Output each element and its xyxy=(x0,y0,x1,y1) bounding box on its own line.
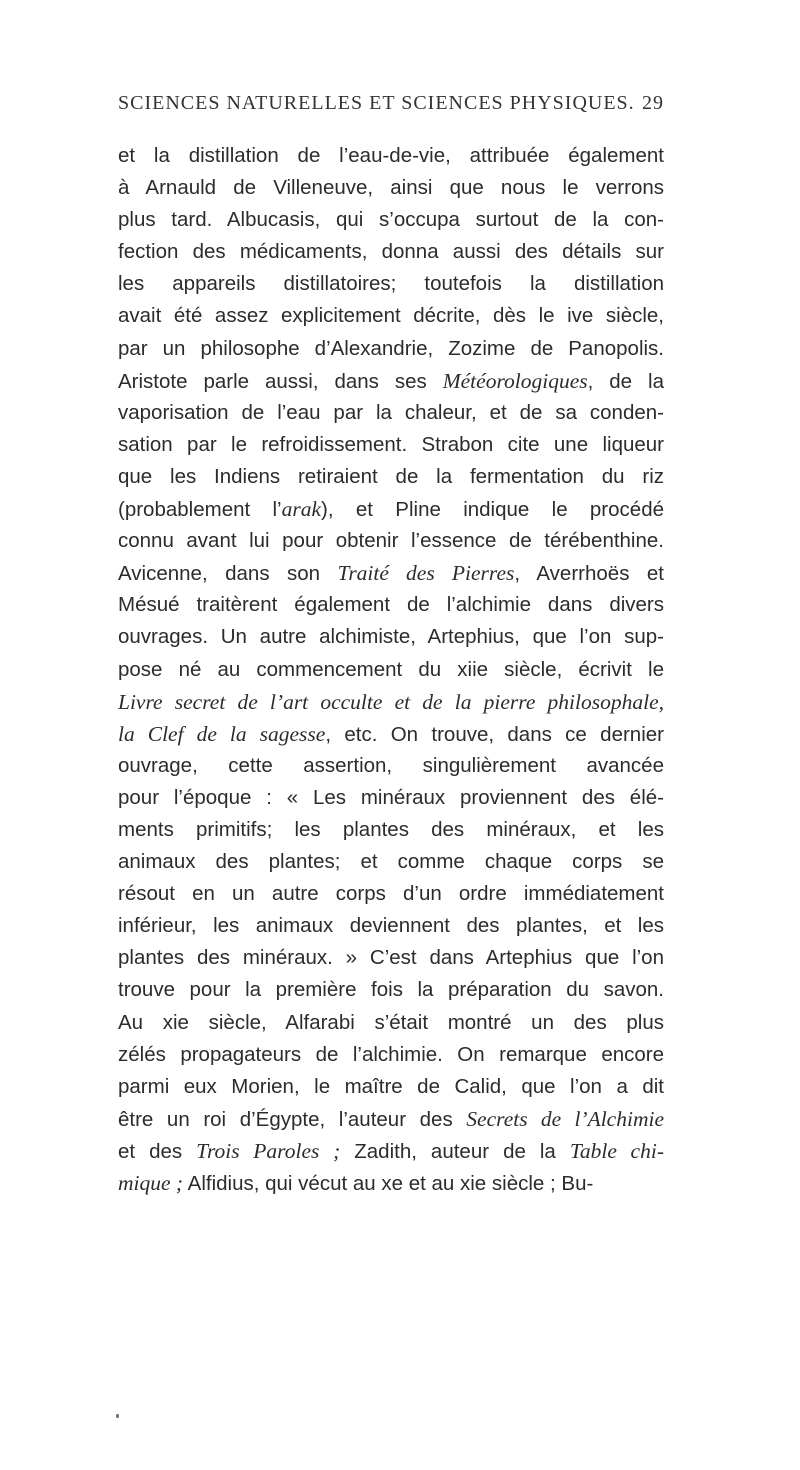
text-line: par un philosophe d’Alexandrie, Zozime de Panopolis. xyxy=(118,336,664,360)
text-line: connu avant lui pour obtenir l’essence de térébenthine. xyxy=(118,529,664,553)
running-head xyxy=(118,92,664,126)
text-line: ouvrages. Un autre alchimiste, Artephius, que l’on sup- xyxy=(118,625,664,649)
text-line: trouve pour la première fois la préparation du savon. xyxy=(118,978,664,1002)
text-line: sation par le refroidissement. Strabon cite une liqueur xyxy=(118,432,664,456)
text-line: être un roi d’Égypte, l’auteur des Secrets de l’Alchimie xyxy=(118,1106,664,1131)
text-line: (probablement l’arak), et Pline indique le procédé xyxy=(118,497,664,522)
text-line: Mésué traitèrent également de l’alchimie dans divers xyxy=(118,593,664,617)
text-line: et la distillation de l’eau-de-vie, attribuée également xyxy=(118,144,664,167)
running-title: SCIENCES NATURELLES ET SCIENCES PHYSIQUES. xyxy=(118,92,635,114)
text-line: parmi eux Morien, le maître de Calid, que l’on a dit xyxy=(118,1074,664,1098)
text-line: à Arnauld de Villeneuve, ainsi que nous le verrons xyxy=(118,176,664,200)
text-line: pour l’époque : « Les minéraux proviennent des élé- xyxy=(118,785,664,809)
text-line: pose né au commencement du xiie siècle, écrivit le xyxy=(118,657,664,681)
text-line: Au xie siècle, Alfarabi s’était montré un des plus xyxy=(118,1010,664,1034)
text-line: la Clef de la sagesse, etc. On trouve, dans ce dernier xyxy=(118,721,664,746)
body-paragraph xyxy=(118,140,664,1199)
page-number: 29 xyxy=(642,92,664,114)
text-line: inférieur, les animaux deviennent des plantes, et les xyxy=(118,914,664,938)
text-line: ments primitifs; les plantes des minéraux, et les xyxy=(118,817,664,841)
text-line: Livre secret de l’art occulte et de la pierre philosophale, xyxy=(118,689,664,714)
text-line: mique ; Alfidius, qui vécut au xe et au xie siècle ; Bu- xyxy=(118,1171,594,1195)
text-line: Avicenne, dans son Traité des Pierres, Averrhoës et xyxy=(118,561,664,586)
text-line: vaporisation de l’eau par la chaleur, et de sa conden- xyxy=(118,400,664,424)
text-line: ouvrage, cette assertion, singulièrement avancée xyxy=(118,753,664,777)
text-line: plantes des minéraux. » C’est dans Artephius que l’on xyxy=(118,946,664,970)
text-line: fection des médicaments, donna aussi des détails sur xyxy=(118,240,664,264)
text-line: animaux des plantes; et comme chaque corps se xyxy=(118,850,664,874)
text-line: que les Indiens retiraient de la fermentation du riz xyxy=(118,464,664,488)
text-line: et des Trois Paroles ; Zadith, auteur de la Table chi- xyxy=(118,1138,664,1163)
text-line: les appareils distillatoires; toutefois la distillation xyxy=(118,272,664,296)
text-line: avait été assez explicitement décrite, dès le ive siècle, xyxy=(118,304,664,328)
print-speck xyxy=(116,1414,119,1418)
text-line: résout en un autre corps d’un ordre immédiatement xyxy=(118,882,664,906)
text-line: zélés propagateurs de l’alchimie. On remarque encore xyxy=(118,1042,664,1066)
text-line: Aristote parle aussi, dans ses Météorologiques, de la xyxy=(118,368,664,393)
text-line: plus tard. Albucasis, qui s’occupa surtout de la con- xyxy=(118,208,664,232)
